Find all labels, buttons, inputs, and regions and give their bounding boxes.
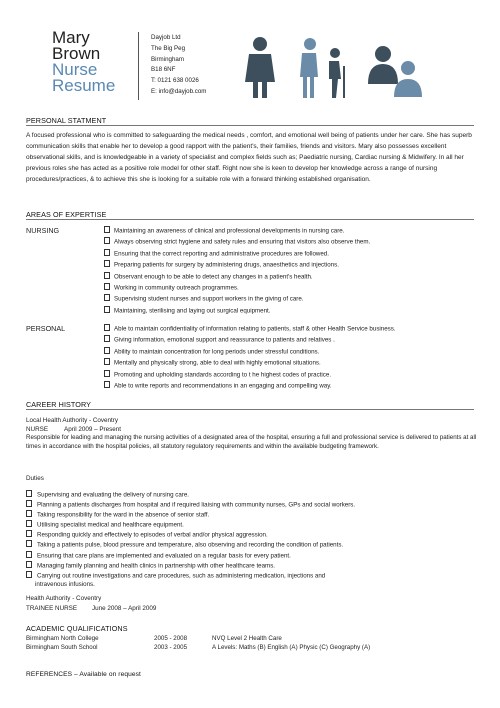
- duties-label: Duties: [26, 475, 44, 482]
- job2-role: TRAINEE NURSE: [26, 605, 78, 612]
- caregiver-elderly-icon: [300, 38, 345, 98]
- header-icons: [240, 34, 440, 104]
- job2-dates: June 2008 – April 2009: [92, 605, 157, 612]
- bullet-box-icon: [104, 324, 110, 331]
- last-name: Brown: [52, 44, 101, 63]
- personal-statement-heading: PERSONAL STATMENT: [26, 116, 107, 125]
- list-item: Preparing patients for surgery by administering drugs, anaesthetics and injections.: [104, 260, 370, 271]
- list-item: Ensuring that care plans are implemented and evaluated on a regular basis for every patient.: [26, 551, 355, 561]
- list-item: Supervising and evaluating the delivery of nursing care.: [26, 490, 355, 500]
- bullet-box-icon: [104, 294, 110, 301]
- list-item: Giving information, emotional support and reassurance to patients and relatives .: [104, 335, 396, 346]
- list-item-continuation: intravenous infusions.: [35, 580, 95, 588]
- bullet-box-icon: [104, 260, 110, 267]
- qualification-school: Birmingham South School: [26, 644, 98, 651]
- list-item: Planning a patients discharges from hospital and if required liaising with community nurses, GPs and social workers.: [26, 500, 355, 510]
- resume-name-block: [52, 30, 115, 94]
- bullet-box-icon: [26, 551, 32, 558]
- qualification-years: 2005 - 2008: [154, 635, 188, 642]
- first-name: Mary: [52, 28, 90, 47]
- job1-summary: Responsible for leading and managing the nursing activities of a designated area of the hospital, ensuring a full and professional service is delivered to patients at all times in accordance with the hospital policies, all statutory regulatory requirements and within the available budgeting framework.: [26, 434, 477, 450]
- section-rule: [26, 219, 474, 220]
- references-text: – Available on request: [74, 671, 141, 678]
- expertise-heading: AREAS OF EXPERTISE: [26, 210, 107, 219]
- table-row: [26, 643, 446, 652]
- bullet-box-icon: [26, 510, 32, 517]
- bullet-box-icon: [104, 347, 110, 354]
- bullet-box-icon: [104, 358, 110, 365]
- bullet-box-icon: [26, 561, 32, 568]
- job1-employer: Local Health Authority - Coventry: [26, 417, 119, 424]
- job1-role: NURSE: [26, 426, 49, 433]
- qualification-award: NVQ Level 2 Health Care: [212, 635, 282, 642]
- list-item: Promoting and upholding standards according to t he highest codes of practice.: [104, 370, 396, 381]
- bullet-box-icon: [26, 500, 32, 507]
- bullet-box-icon: [104, 283, 110, 290]
- bullet-box-icon: [104, 306, 110, 313]
- team-people-icon: [368, 46, 422, 97]
- qualifications-table: [26, 634, 446, 652]
- title-resume: Resume: [52, 76, 116, 95]
- list-item: Supervising student nurses and support workers in the giving of care.: [104, 294, 370, 305]
- expertise-label-nursing: NURSING: [26, 226, 60, 235]
- expertise-label-personal: PERSONAL: [26, 324, 66, 333]
- contact-block: [151, 33, 206, 98]
- list-item: Maintaining an awareness of clinical and professional developments in nursing care.: [104, 226, 370, 237]
- bullet-box-icon: [104, 381, 110, 388]
- list-item: Observant enough to be able to detect any changes in a patient's health.: [104, 272, 370, 283]
- qualification-years: 2003 - 2005: [154, 644, 188, 651]
- duties-list: [26, 490, 355, 589]
- contact-street: The Big Peg: [151, 44, 186, 52]
- contact-city: Birmingham: [151, 55, 185, 63]
- personal-skills-list: [104, 324, 396, 392]
- section-rule: [26, 125, 474, 126]
- list-item: Managing family planning and health clinics in partnership with other healthcare teams.: [26, 561, 355, 571]
- qualifications-heading: ACADEMIC QUALIFICATIONS: [26, 624, 128, 633]
- table-row: [26, 634, 446, 643]
- list-item: Always observing strict hygiene and safety rules and ensuring that visitors also observe them.: [104, 237, 370, 248]
- title-nurse: Nurse: [52, 60, 98, 79]
- bullet-box-icon: [26, 530, 32, 537]
- list-item: Responding quickly and effectively to episodes of verbal and/or physical aggression.: [26, 530, 355, 540]
- bullet-box-icon: [26, 540, 32, 547]
- header-divider: [138, 32, 139, 100]
- nursing-skills-list: [104, 226, 370, 317]
- bullet-box-icon: [104, 370, 110, 377]
- contact-company: Dayjob Ltd: [151, 34, 181, 41]
- list-item: Utilising specialist medical and healthcare equipment.: [26, 520, 355, 530]
- section-rule: [26, 409, 474, 410]
- personal-statement-text: A focused professional who is committed to safeguarding the medical needs , comfort, and emotional well being of patients under her care. She has superb communication skills that enable her to develop a good rapport with the patient's, their families, friends and visitors. Mary also possesses excellent observational skills, and is knowledgeable in a variety of specialist and complex fields such as; Paediatric nursing, Cardiac nursing & Midwifery. In all her previous roles she has acted as a positive role model for other staff. Right now she is keen to develop her knowledge across a range of nursing procedures/practices, & to achieve this she is looking for a suitable role with a forward thinking established organisation.: [26, 132, 472, 184]
- list-item: Able to write reports and recommendations in an engaging and compelling way.: [104, 381, 396, 392]
- job2-employer: Health Authority - Coventry: [26, 595, 102, 602]
- bullet-box-icon: [104, 226, 110, 233]
- bullet-box-icon: [104, 272, 110, 279]
- references-line: [26, 671, 141, 678]
- bullet-box-icon: [104, 335, 110, 342]
- bullet-box-icon: [104, 249, 110, 256]
- list-item: Ability to maintain concentration for long periods under stressful conditions.: [104, 347, 396, 358]
- bullet-box-icon: [26, 571, 32, 578]
- bullet-box-icon: [104, 237, 110, 244]
- bullet-box-icon: [26, 490, 32, 497]
- list-item: Mentally and physically strong, able to deal with highly emotional situations.: [104, 358, 396, 369]
- contact-phone: T: 0121 638 0026: [151, 77, 199, 85]
- list-item: Taking a patients pulse, blood pressure and temperature, also observing and recording the condition of patients.: [26, 540, 355, 550]
- list-item: Maintaining, sterilising and laying out surgical equipment.: [104, 306, 370, 317]
- list-item: Working in community outreach programmes.: [104, 283, 370, 294]
- contact-email: E: info@dayjob.com: [151, 87, 207, 95]
- bullet-box-icon: [26, 520, 32, 527]
- career-heading: CAREER HISTORY: [26, 400, 92, 409]
- list-item: Taking responsibility for the ward in the absence of senior staff.: [26, 510, 355, 520]
- qualification-school: Birmingham North College: [26, 635, 99, 642]
- nurse-person-icon: [245, 37, 275, 98]
- qualification-award: A Levels: Maths (B) English (A) Physic (C) Geography (A): [212, 644, 371, 651]
- list-item: Ensuring that the correct reporting and administrative procedures are followed.: [104, 249, 370, 260]
- job1-dates: April 2009 – Present: [64, 426, 122, 433]
- references-heading: REFERENCES: [26, 671, 73, 678]
- contact-postcode: B18 6NF: [151, 66, 176, 74]
- list-item: Carrying out routine investigations and care procedures, such as administering medication, injections and: [26, 571, 355, 581]
- list-item: Able to maintain confidentiality of information relating to patients, staff & other Health Service business.: [104, 324, 396, 335]
